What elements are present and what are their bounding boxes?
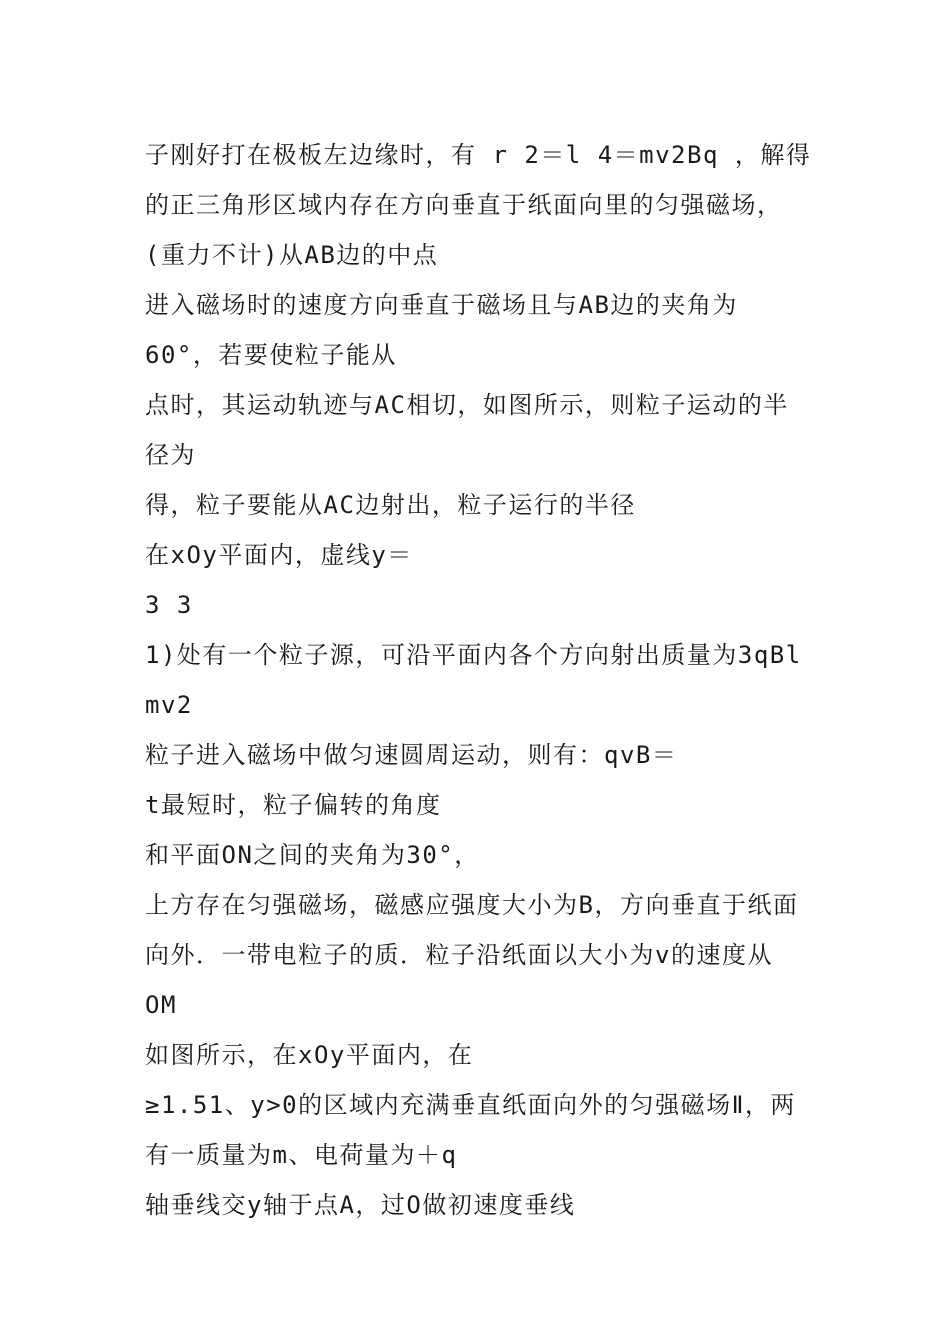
text-line: 得，粒子要能从AC边射出，粒子运行的半径 (145, 491, 636, 519)
text-line: 如图所示，在xOy平面内，在 (145, 1041, 474, 1069)
text-line: 上方存在匀强磁场，磁感应强度大小为B，方向垂直于纸面 (145, 891, 799, 919)
text-line: t最短时，粒子偏转的角度 (145, 791, 442, 819)
text-line: 和平面ON之间的夹角为30°， (145, 841, 480, 869)
document-body (145, 130, 825, 1230)
text-line: mv2 (145, 691, 193, 719)
text-line: 60°，若要使粒子能从 (145, 341, 397, 369)
text-line: ≥1.51、y>0的区域内充满垂直纸面向外的匀强磁场Ⅱ，两 (145, 1091, 796, 1119)
text-line: 径为 (145, 441, 196, 469)
text-line: 的正三角形区域内存在方向垂直于纸面向里的匀强磁场， (145, 191, 783, 219)
text-line: 子刚好打在极板左边缘时，有 r 2＝l 4＝mv2Bq ，解得 (145, 141, 812, 169)
text-line: 粒子进入磁场中做匀速圆周运动，则有：qvB＝ (145, 741, 678, 769)
text-line: 点时，其运动轨迹与AC相切，如图所示，则粒子运动的半 (145, 391, 789, 419)
text-line: 有一质量为m、电荷量为＋q (145, 1141, 458, 1169)
text-line: 在xOy平面内，虚线y＝ (145, 541, 413, 569)
text-line: 向外．一带电粒子的质．粒子沿纸面以大小为v的速度从 (145, 941, 773, 969)
text-line: 轴垂线交y轴于点A，过O做初速度垂线 (145, 1191, 576, 1219)
text-line: 3 3 (145, 591, 193, 619)
text-line: OM (145, 991, 177, 1019)
text-line: 1)处有一个粒子源，可沿平面内各个方向射出质量为3qBl (145, 641, 802, 669)
text-line: 进入磁场时的速度方向垂直于磁场且与AB边的夹角为 (145, 291, 738, 319)
text-line: (重力不计)从AB边的中点 (145, 241, 439, 269)
